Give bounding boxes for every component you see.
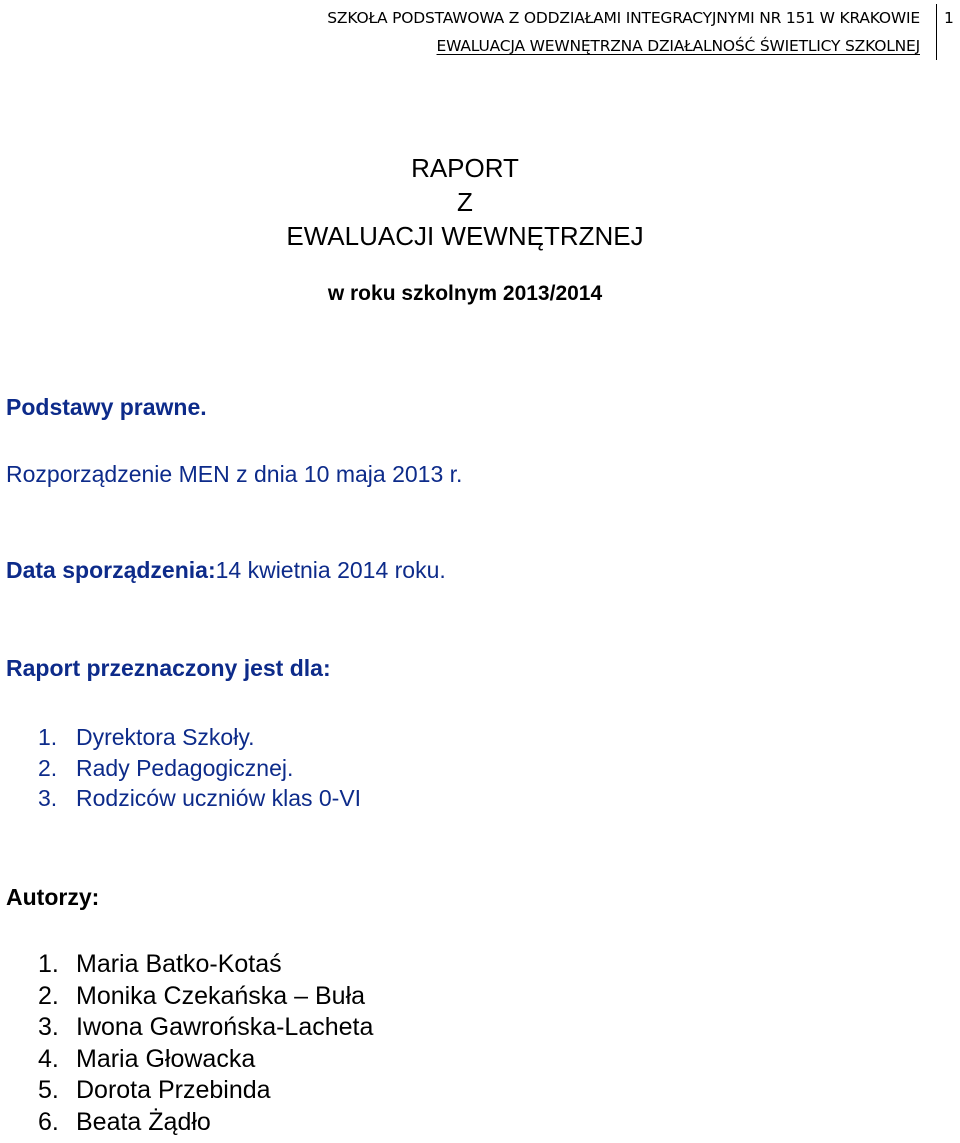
list-item-text: Dyrektora Szkoły.	[76, 724, 255, 750]
audience-heading: Raport przeznaczony jest dla:	[6, 655, 331, 681]
legal-basis-text: Rozporządzenie MEN z dnia 10 maja 2013 r.	[6, 461, 463, 487]
author-name: Dorota Przebinda	[76, 1076, 271, 1104]
legal-basis-heading: Podstawy prawne.	[6, 394, 207, 420]
list-item-number: 1.	[38, 950, 59, 978]
preparation-date-label: Data sporządzenia:	[6, 557, 216, 583]
list-item	[38, 949, 373, 981]
list-item-number: 3.	[38, 785, 58, 811]
list-item	[38, 753, 361, 784]
preparation-date-value: 14 kwietnia 2014 roku.	[215, 557, 446, 583]
author-name: Iwona Gawrońska-Lacheta	[76, 1013, 374, 1041]
list-item-text: Rady Pedagogicznej.	[76, 754, 294, 781]
list-item	[38, 783, 361, 814]
authors-list	[38, 949, 373, 1138]
running-header	[0, 4, 954, 60]
list-item	[38, 1044, 373, 1076]
title-line-3: EWALUACJI WEWNĘTRZNEJ	[286, 221, 644, 251]
list-item-text: Rodziców uczniów klas 0-VI	[76, 785, 362, 811]
list-item	[38, 722, 361, 753]
title-line-1: RAPORT	[411, 153, 519, 183]
title-line-2: Z	[457, 187, 473, 217]
authors-heading: Autorzy:	[6, 884, 100, 910]
list-item-number: 2.	[38, 981, 59, 1010]
list-item	[38, 981, 373, 1013]
school-year: w roku szkolnym 2013/2014	[327, 282, 603, 305]
header-document-subject: EWALUACJA WEWNĘTRZNA DZIAŁALNOŚĆ ŚWIETLICY SZKOLNEJ	[436, 37, 920, 55]
header-school-name: SZKOŁA PODSTAWOWA Z ODDZIAŁAMI INTEGRACYJNYMI NR 151 W KRAKOWIE	[327, 9, 920, 27]
preparation-date	[6, 557, 446, 584]
list-item	[38, 1075, 373, 1107]
author-name: Monika Czekańska – Buła	[76, 981, 366, 1010]
list-item-number: 1.	[38, 724, 58, 750]
author-name: Beata Żądło	[76, 1107, 211, 1136]
list-item-number: 3.	[38, 1013, 59, 1041]
list-item	[38, 1107, 373, 1139]
list-item-number: 6.	[38, 1107, 59, 1136]
page-number: 1	[944, 9, 954, 27]
list-item-number: 4.	[38, 1044, 59, 1073]
audience-list	[38, 722, 361, 814]
list-item	[38, 1012, 373, 1044]
report-title	[0, 151, 930, 253]
author-name: Maria Głowacka	[76, 1044, 256, 1073]
list-item-number: 2.	[38, 754, 58, 781]
header-text	[160, 4, 920, 60]
header-divider	[936, 4, 937, 60]
author-name: Maria Batko-Kotaś	[76, 950, 282, 978]
list-item-number: 5.	[38, 1076, 59, 1104]
